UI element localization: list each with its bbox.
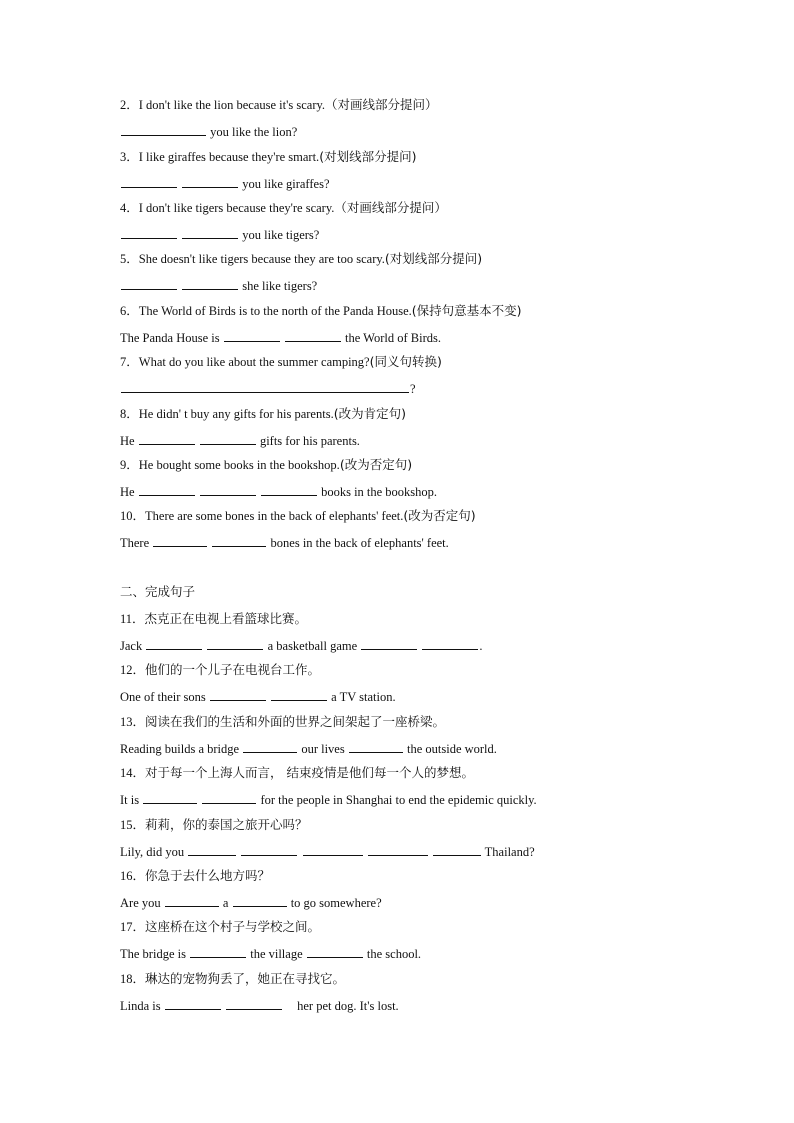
answer-blank[interactable] (200, 483, 256, 496)
question-chinese: 莉莉，你的泰国之旅开心吗？ (145, 817, 308, 832)
answer-blank[interactable] (139, 483, 195, 496)
answer-text: for the people in Shanghai to end the epidemic quickly. (260, 793, 537, 807)
answer-line-12 (120, 688, 396, 705)
answer-text: the village (250, 947, 303, 961)
answer-blank[interactable] (241, 843, 297, 856)
question-16 (120, 868, 270, 884)
question-number: 9． (120, 458, 139, 472)
answer-blank[interactable] (303, 843, 363, 856)
answer-blank[interactable] (182, 226, 238, 239)
answer-blank[interactable] (202, 791, 256, 804)
answer-blank[interactable] (207, 637, 263, 650)
answer-blank[interactable] (200, 432, 256, 445)
answer-text: The bridge is (120, 947, 186, 961)
answer-text: our lives (301, 742, 345, 756)
question-14 (120, 765, 474, 781)
answer-blank[interactable] (190, 945, 246, 958)
answer-line-11 (120, 637, 483, 654)
answer-blank[interactable] (121, 226, 177, 239)
answer-blank[interactable] (261, 483, 317, 496)
question-18 (120, 971, 345, 987)
answer-text: to go somewhere? (290, 896, 382, 910)
answer-line-2 (120, 123, 297, 140)
question-chinese: 对于每一个上海人而言， 结束疫情是他们每一个人的梦想。 (145, 765, 474, 780)
question-number: 6． (120, 304, 139, 318)
question-instruction: (改为否定句) (403, 508, 476, 523)
section-heading: 二、完成句子 (120, 584, 196, 599)
answer-line-4 (120, 226, 319, 243)
question-12 (120, 662, 320, 678)
question-number: 12． (120, 663, 146, 677)
answer-line-13 (120, 740, 497, 757)
answer-text: Lily, did you (120, 845, 185, 859)
answer-text: the World of Birds. (345, 331, 441, 345)
answer-blank[interactable] (121, 175, 177, 188)
question-17 (120, 919, 320, 935)
answer-blank[interactable] (233, 894, 287, 907)
question-sentence: The World of Birds is to the north of the Panda House. (138, 304, 412, 318)
question-2 (120, 97, 438, 113)
question-instruction: (同义句转换) (369, 354, 442, 369)
answer-line-16 (120, 894, 382, 911)
question-sentence: She doesn't like tigers because they are too scary. (138, 252, 385, 266)
question-15 (120, 817, 308, 833)
answer-line-10 (120, 534, 449, 551)
question-instruction: （对画线部分提问） (325, 97, 438, 112)
question-number: 16． (120, 869, 146, 883)
question-chinese: 阅读在我们的生活和外面的世界之间架起了一座桥梁。 (145, 714, 446, 729)
answer-text: . (479, 639, 483, 653)
question-3 (120, 149, 416, 165)
answer-text: Jack (120, 639, 143, 653)
answer-blank[interactable] (433, 843, 481, 856)
answer-blank[interactable] (153, 534, 207, 547)
question-number: 15． (120, 818, 146, 832)
answer-text: you like giraffes? (242, 177, 330, 191)
answer-text: He (120, 485, 135, 499)
question-instruction: （对画线部分提问） (334, 200, 447, 215)
question-chinese: 琳达的宠物狗丢了，她正在寻找它。 (145, 971, 346, 986)
question-5 (120, 251, 482, 267)
answer-text: a basketball game (267, 639, 358, 653)
answer-text: He (120, 434, 135, 448)
question-chinese: 他们的一个儿子在电视台工作。 (145, 662, 321, 677)
answer-text: Are you (120, 896, 161, 910)
answer-line-3 (120, 175, 330, 192)
question-sentence: I don't like the lion because it's scary. (138, 98, 326, 112)
answer-line-18 (120, 997, 399, 1014)
answer-blank[interactable] (165, 997, 221, 1010)
question-number: 5． (120, 252, 139, 266)
answer-text: Reading builds a bridge (120, 742, 240, 756)
answer-blank[interactable] (143, 791, 197, 804)
answer-line-8 (120, 432, 360, 449)
question-instruction: (对划线部分提问) (384, 251, 483, 266)
answer-text: One of their sons (120, 690, 206, 704)
answer-line-7 (120, 380, 416, 397)
answer-text: the school. (366, 947, 422, 961)
question-number: 7． (120, 355, 139, 369)
answer-line-5 (120, 277, 317, 294)
question-number: 8． (120, 407, 139, 421)
question-chinese: 你急于去什么地方吗？ (145, 868, 271, 883)
answer-blank[interactable] (271, 688, 327, 701)
answer-blank[interactable] (361, 637, 417, 650)
answer-line-17 (120, 945, 421, 962)
answer-text: Linda is (120, 999, 161, 1013)
question-sentence: There are some bones in the back of elephants' feet. (145, 509, 404, 523)
answer-blank[interactable] (212, 534, 266, 547)
answer-text: books in the bookshop. (321, 485, 438, 499)
question-sentence: What do you like about the summer camping? (138, 355, 370, 369)
question-number: 18． (120, 972, 146, 986)
question-chinese: 这座桥在这个村子与学校之间。 (145, 919, 321, 934)
answer-blank[interactable] (422, 637, 478, 650)
answer-blank[interactable] (243, 740, 297, 753)
question-10 (120, 508, 476, 524)
answer-text: the outside world. (406, 742, 497, 756)
answer-text: gifts for his parents. (259, 434, 360, 448)
answer-text: you like the lion? (210, 125, 298, 139)
answer-text: Thailand? (484, 845, 535, 859)
answer-text: you like tigers? (242, 228, 320, 242)
answer-blank[interactable] (226, 997, 282, 1010)
answer-text: ? (410, 382, 416, 396)
question-sentence: He didn' t buy any gifts for his parents. (138, 407, 334, 421)
answer-line-14 (120, 791, 537, 808)
answer-line-6 (120, 329, 441, 346)
question-6 (120, 303, 522, 319)
question-7 (120, 354, 442, 370)
question-8 (120, 406, 406, 422)
answer-text: a (222, 896, 229, 910)
question-sentence: I don't like tigers because they're scary. (138, 201, 335, 215)
answer-blank[interactable] (368, 843, 428, 856)
answer-blank[interactable] (146, 637, 202, 650)
question-4 (120, 200, 447, 216)
answer-text: a TV station. (331, 690, 396, 704)
answer-blank[interactable] (165, 894, 219, 907)
question-number: 14． (120, 766, 146, 780)
question-chinese: 杰克正在电视上看篮球比赛。 (144, 611, 308, 626)
question-number: 4． (120, 201, 139, 215)
answer-blank[interactable] (188, 843, 236, 856)
answer-blank[interactable] (121, 277, 177, 290)
answer-blank[interactable] (224, 329, 280, 342)
answer-blank[interactable] (307, 945, 363, 958)
question-instruction: (保持句意基本不变) (411, 303, 522, 318)
question-number: 13． (120, 715, 146, 729)
answer-blank[interactable] (210, 688, 266, 701)
answer-blank[interactable] (349, 740, 403, 753)
answer-blank[interactable] (182, 277, 238, 290)
question-9 (120, 457, 412, 473)
question-number: 17． (120, 920, 146, 934)
answer-blank[interactable] (121, 380, 409, 393)
answer-blank[interactable] (121, 123, 206, 136)
answer-blank[interactable] (182, 175, 238, 188)
question-11 (120, 611, 307, 627)
answer-text: she like tigers? (242, 279, 318, 293)
answer-text: The Panda House is (120, 331, 220, 345)
answer-blank[interactable] (139, 432, 195, 445)
answer-line-15 (120, 843, 535, 860)
question-number: 3． (120, 150, 139, 164)
question-instruction: (改为否定句) (339, 457, 413, 472)
answer-text: There (120, 536, 150, 550)
question-instruction: (改为肯定句) (333, 406, 406, 421)
question-number: 11． (120, 612, 145, 626)
answer-line-9 (120, 483, 437, 500)
answer-text: bones in the back of elephants' feet. (270, 536, 449, 550)
question-number: 10． (120, 509, 146, 523)
question-13 (120, 714, 445, 730)
question-sentence: He bought some books in the bookshop. (138, 458, 340, 472)
question-instruction: (对划线部分提问) (319, 149, 417, 164)
question-sentence: I like giraffes because they're smart. (138, 150, 320, 164)
answer-blank[interactable] (285, 329, 341, 342)
answer-text: It is (120, 793, 140, 807)
answer-text: her pet dog. It's lost. (297, 999, 399, 1013)
question-number: 2． (120, 98, 139, 112)
